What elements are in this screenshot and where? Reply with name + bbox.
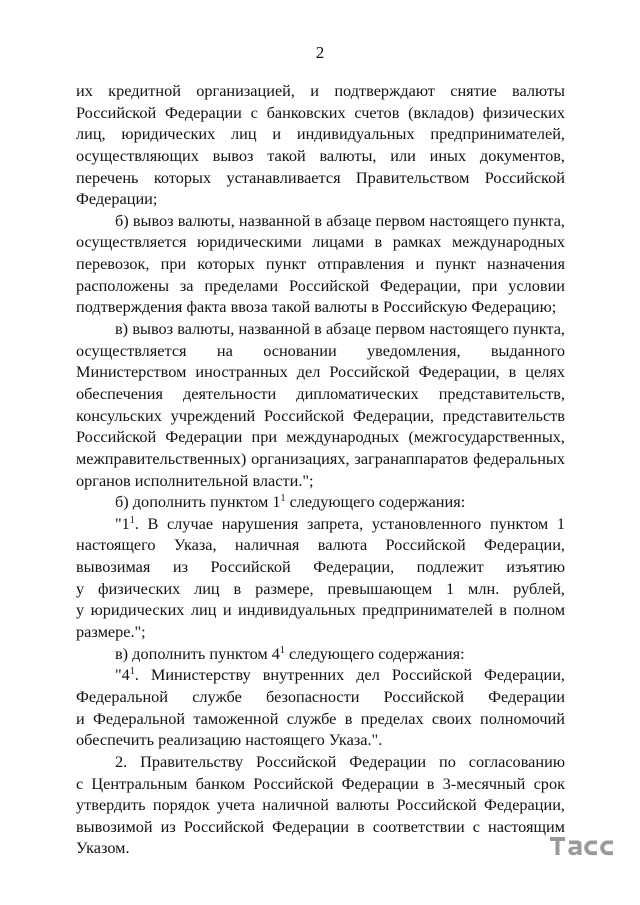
text-line — [76, 599, 565, 621]
text-run: органов исполнительной власти."; — [76, 470, 314, 490]
text-line — [76, 621, 565, 643]
text-line — [76, 556, 565, 578]
text-line — [76, 470, 565, 492]
text-run: и Федеральной таможенной службе в пределах своих полномочий — [76, 708, 565, 728]
text-line — [76, 664, 565, 686]
text-run: обеспечения деятельности дипломатических представительств, — [76, 383, 565, 403]
text-run: Министерством иностранных дел Российской Федерации, в целях — [76, 362, 565, 382]
text-run: Российской Федерации при международных (межгосударственных, — [76, 427, 565, 447]
text-line — [76, 534, 565, 556]
text-line — [76, 816, 565, 838]
text-run: "4 — [115, 665, 130, 685]
text-run: б) дополнить пунктом 1 — [115, 492, 281, 512]
text-line — [76, 729, 565, 751]
text-line — [76, 210, 565, 232]
text-run: "1 — [115, 513, 130, 533]
document-body — [76, 80, 565, 859]
page-number: 2 — [315, 43, 325, 62]
superscript: 1 — [129, 666, 135, 678]
tass-logo-icon — [549, 832, 621, 860]
text-run: настоящего Указа, наличная валюта Российской Федерации, — [76, 535, 565, 555]
text-run: вывозимой из Российской Федерации в соответствии с настоящим — [76, 816, 565, 836]
text-line — [76, 643, 565, 665]
text-run: обеспечить реализацию настоящего Указа.". — [76, 730, 383, 750]
text-line — [76, 794, 565, 816]
text-run: у юридических лиц и индивидуальных предпринимателей в полном — [76, 600, 565, 620]
text-run: консульских учреждений Российской Федерации, представительств — [76, 405, 565, 425]
text-run: подтверждения факта ввоза такой валюты в Российскую Федерацию; — [76, 297, 557, 317]
text-run: их кредитной организацией, и подтверждают снятие валюты — [76, 81, 565, 100]
text-line — [76, 773, 565, 795]
text-run: 2. Правительству Российской Федерации по согласованию — [115, 751, 565, 771]
text-run: перечень которых устанавливается Правительством Российской — [76, 167, 565, 187]
text-run: осуществляющих вывоз такой валюты, или иных документов, — [76, 145, 565, 165]
text-line — [76, 686, 565, 708]
text-run: утвердить порядок учета наличной валюты Российской Федерации, — [76, 795, 565, 815]
text-run: следующего содержания: — [285, 492, 466, 512]
text-run: расположены за пределами Российской Федерации, при условии — [76, 275, 565, 295]
text-line — [76, 708, 565, 730]
text-line — [76, 167, 565, 189]
text-line — [76, 296, 565, 318]
text-line — [76, 578, 565, 600]
text-run: Федерации; — [76, 189, 158, 209]
text-run: . Министерству внутренних дел Российской Федерации, — [134, 665, 565, 685]
text-run: в) дополнить пунктом 4 — [115, 643, 280, 663]
text-line — [76, 448, 565, 470]
text-run: Федеральной службе безопасности Российской Федерации — [76, 686, 565, 706]
text-run: у физических лиц в размере, превышающем 1 млн. рублей, — [76, 578, 565, 598]
text-run: Указом. — [76, 838, 130, 858]
text-run: осуществляется на основании уведомления, выданного — [76, 340, 565, 360]
text-line — [76, 513, 565, 535]
text-run: . В случае нарушения запрета, установленного пунктом 1 — [134, 513, 565, 533]
text-run: вывозимая из Российской Федерации, подлежит изъятию — [76, 557, 565, 577]
text-line — [76, 405, 565, 427]
text-line — [76, 102, 565, 124]
text-run: межправительственных) организациях, загранаппаратов федеральных — [76, 448, 565, 468]
text-line — [76, 751, 565, 773]
text-run: лиц, юридических лиц и индивидуальных предпринимателей, — [76, 124, 565, 144]
text-run: осуществляется юридическими лицами в рамках международных — [76, 232, 565, 252]
text-line — [76, 318, 565, 340]
text-run: перевозок, при которых пункт отправления и пункт назначения — [76, 254, 565, 274]
text-line — [76, 491, 565, 513]
text-line — [76, 340, 565, 362]
text-line — [76, 145, 565, 167]
text-line — [76, 253, 565, 275]
text-line — [76, 837, 565, 859]
text-line — [76, 383, 565, 405]
text-run: Российской Федерации с банковских счетов (вкладов) физических — [76, 102, 565, 122]
text-run: размере."; — [76, 622, 146, 642]
text-run: б) вывоз валюты, названной в абзаце первом настоящего пункта, — [115, 210, 565, 230]
text-run: в) вывоз валюты, названной в абзаце первом настоящего пункта, — [115, 319, 565, 339]
text-run: с Центральным банком Российской Федерации в 3-месячный срок — [76, 773, 565, 793]
text-line — [76, 275, 565, 297]
text-run: следующего содержания: — [284, 643, 465, 663]
text-line — [76, 361, 565, 383]
text-line — [76, 80, 565, 102]
text-line — [76, 231, 565, 253]
text-line — [76, 426, 565, 448]
superscript: 1 — [129, 514, 135, 526]
text-line — [76, 188, 565, 210]
superscript: 1 — [280, 493, 286, 505]
superscript: 1 — [279, 644, 285, 656]
text-line — [76, 123, 565, 145]
